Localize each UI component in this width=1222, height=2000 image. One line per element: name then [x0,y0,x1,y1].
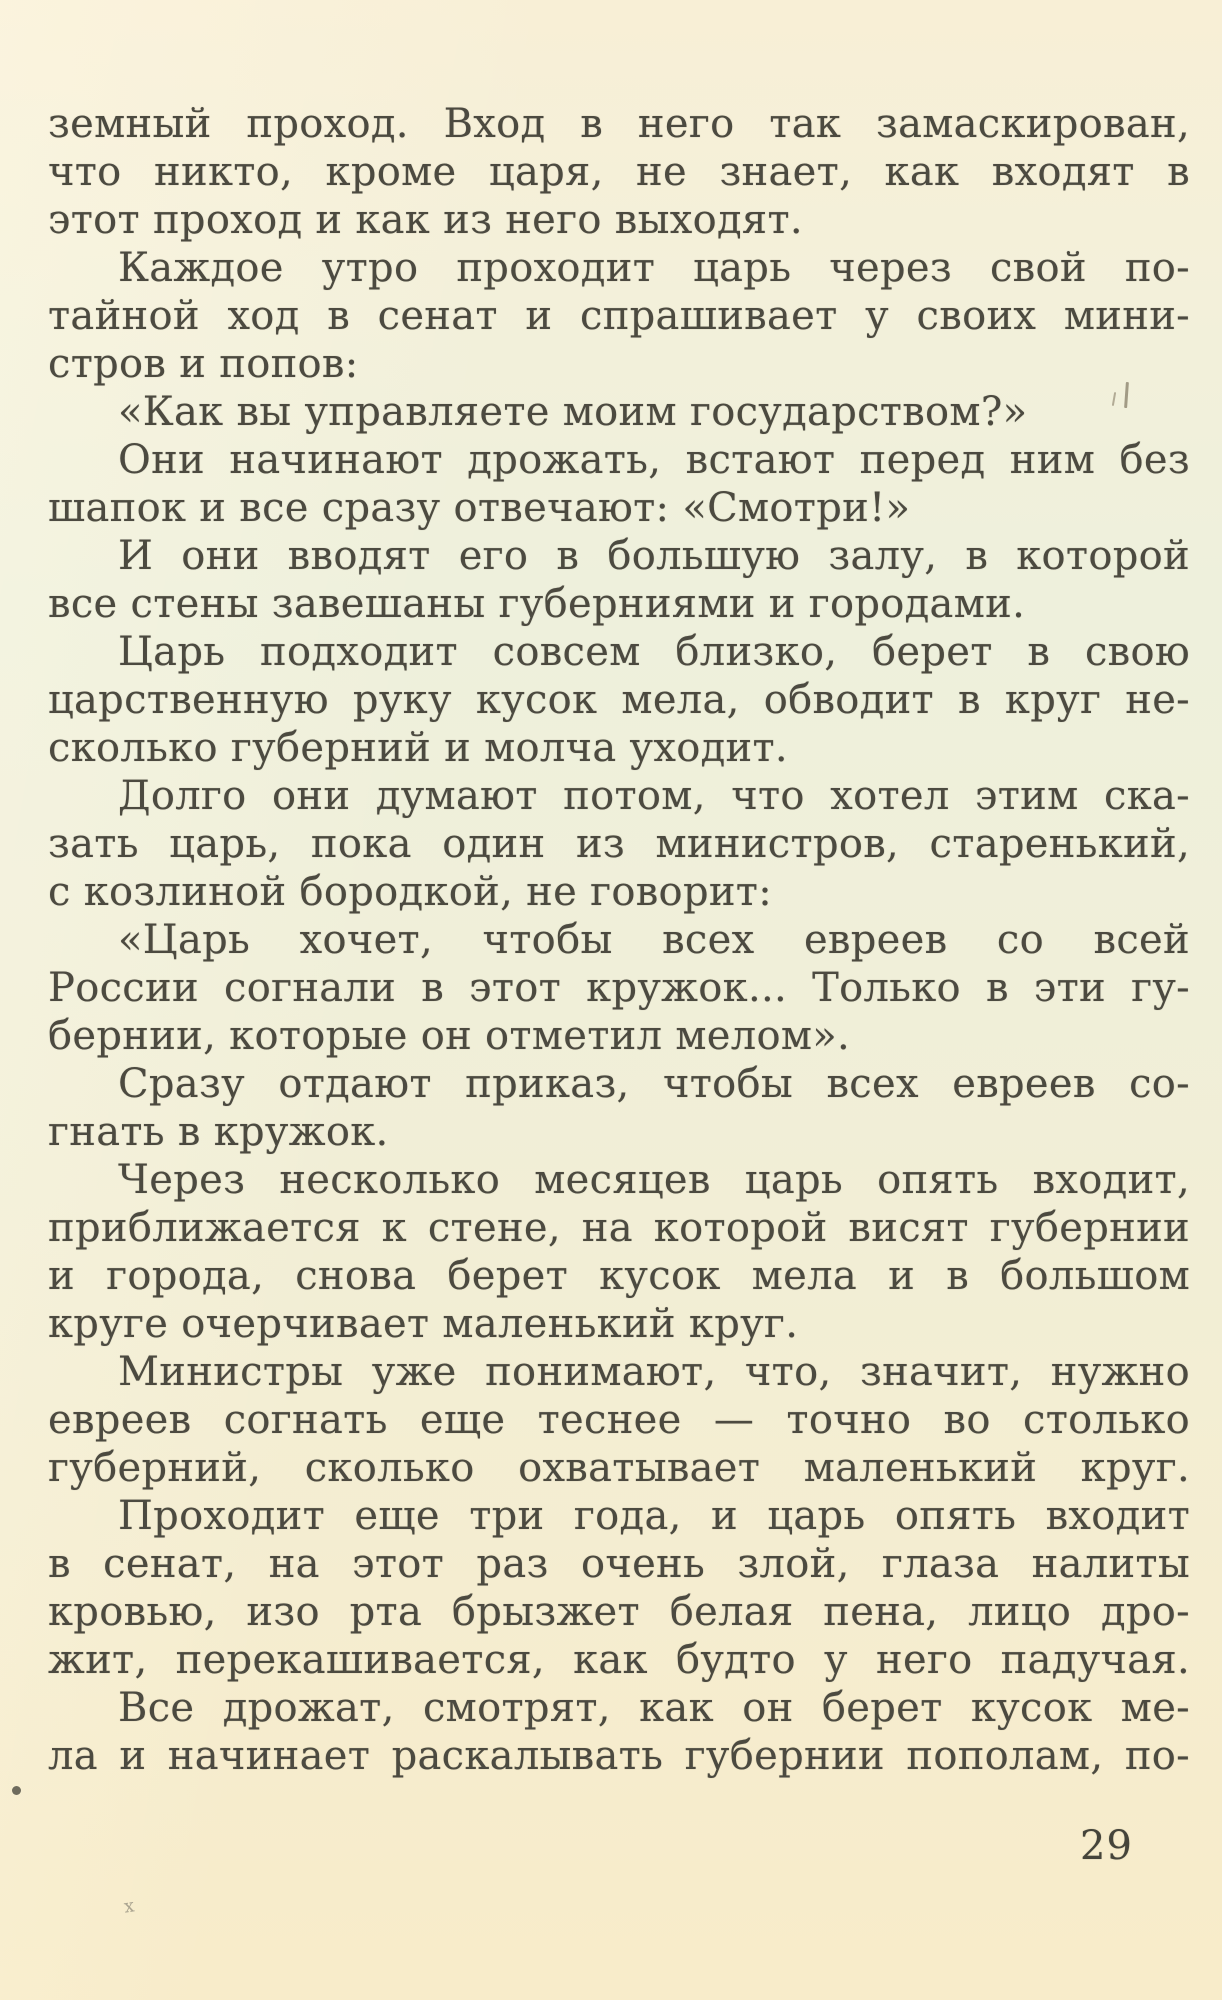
text-line: Сразу отдают приказ, чтобы всех евреев со- [118,1061,1190,1107]
text-line: с козлиной бородкой, не говорит: [48,869,773,915]
text-line: шапок и все сразу отвечают: «Смотри!» [48,485,911,531]
text-line: бернии, которые он отметил мелом». [48,1013,851,1059]
ink-stray-glyph: х [122,1895,136,1918]
text-line: губерний, сколько охватывает маленький круг. [48,1445,1190,1491]
text-line: тайной ход в сенат и спрашивает у своих мини- [48,293,1190,339]
text-line: сколько губерний и молча уходит. [48,725,788,771]
ink-dot-mark [12,1786,21,1795]
text-line: ла и начинает раскалывать губернии пополам, по- [48,1733,1190,1779]
text-line: стров и попов: [48,341,359,387]
text-line: Они начинают дрожать, встают перед ним без [118,437,1190,483]
text-line: в сенат, на этот раз очень злой, глаза налиты [48,1541,1190,1587]
text-line: зать царь, пока один из министров, старенький, [48,821,1190,867]
text-line: гнать в кружок. [48,1109,389,1155]
text-line: приближается к стене, на которой висят губернии [48,1205,1190,1251]
text-line: «Царь хочет, чтобы всех евреев со всей [118,917,1190,963]
text-line: Через несколько месяцев царь опять входит, [118,1157,1190,1203]
text-line: царственную руку кусок мела, обводит в круг не- [48,677,1190,723]
text-line: Долго они думают потом, что хотел этим ска- [118,773,1190,819]
text-line: что никто, кроме царя, не знает, как входят в [48,149,1190,195]
text-block [48,100,1190,1780]
page-number: 29 [1080,1823,1133,1869]
text-line: земный проход. Вход в него так замаскирован, [48,101,1190,147]
text-line: этот проход и как из него выходят. [48,197,803,243]
text-line: Министры уже понимают, что, значит, нужно [118,1349,1190,1395]
text-line: «Как вы управляете моим государством?» [118,389,1028,435]
text-line: жит, перекашивается, как будто у него падучая. [48,1637,1190,1683]
text-line: И они вводят его в большую залу, в которой [118,533,1190,579]
text-line: все стены завешаны губерниями и городами. [48,581,1026,627]
text-line: Все дрожат, смотрят, как он берет кусок ме- [118,1685,1190,1731]
text-line: евреев согнать еще теснее — точно во столько [48,1397,1190,1443]
text-line: Царь подходит совсем близко, берет в свою [118,629,1190,675]
text-line: Проходит еще три года, и царь опять входит [118,1493,1190,1539]
text-line: Каждое утро проходит царь через свой по- [118,245,1190,291]
text-line: круге очерчивает маленький круг. [48,1301,799,1347]
text-line: кровью, изо рта брызжет белая пена, лицо дро- [48,1589,1190,1635]
text-line: и города, снова берет кусок мела и в большом [48,1253,1190,1299]
text-line: России согнали в этот кружок... Только в эти гу- [48,965,1190,1011]
